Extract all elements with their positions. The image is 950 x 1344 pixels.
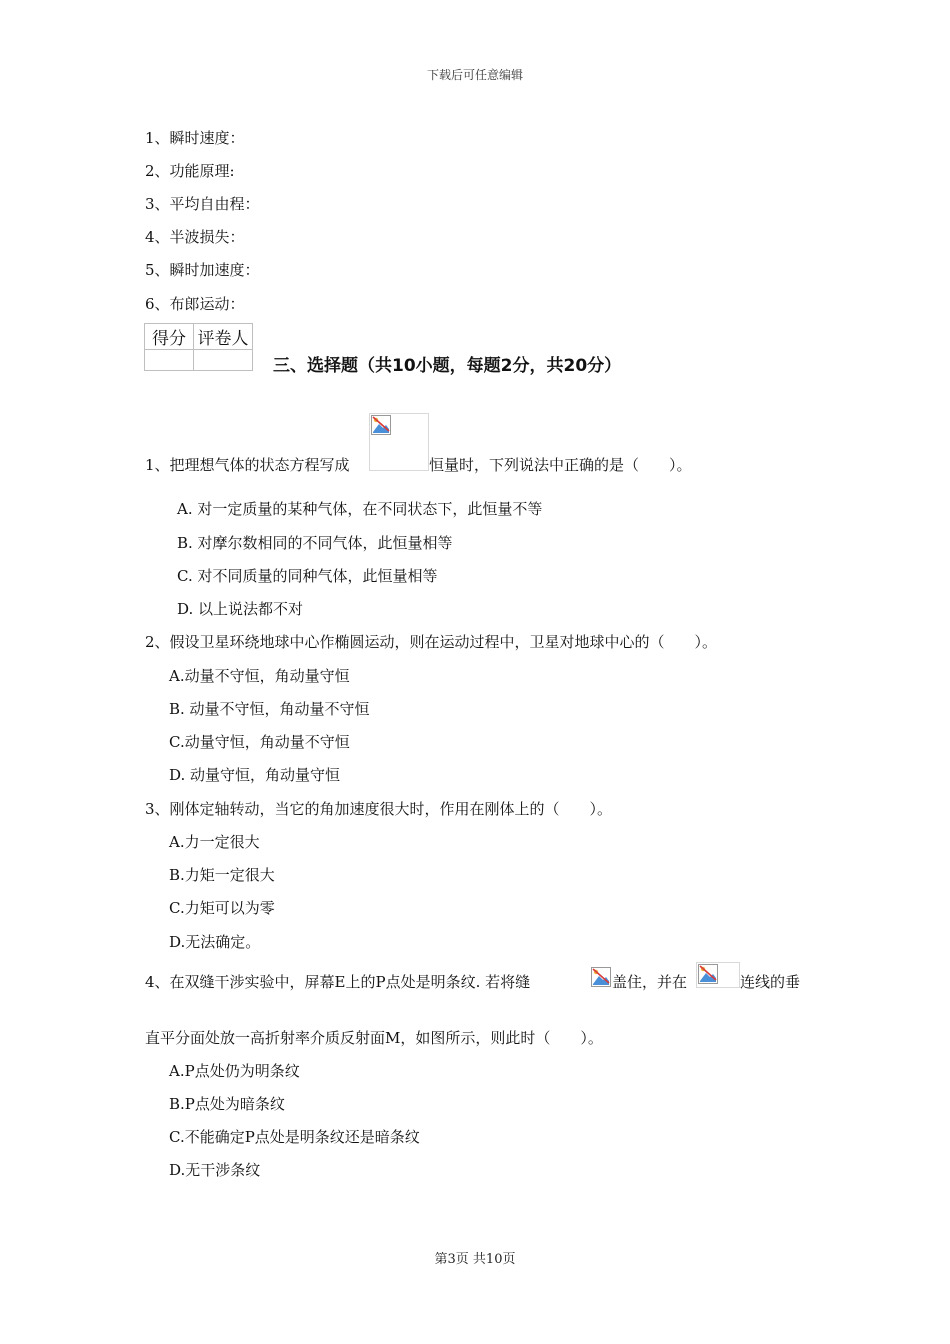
question-4-stem-part2: 盖住，并在 [612,973,688,991]
definition-item: 4、半波损失： [145,228,245,246]
option-item: C.不能确定P点处是明条纹还是暗条纹 [169,1128,420,1146]
definition-item: 2、功能原理: [145,162,235,180]
question-3-stem: 3、刚体定轴转动，当它的角加速度很大时，作用在刚体上的（ ）。 [145,800,613,818]
definition-item: 1、瞬时速度： [145,129,245,147]
section-title: 三、选择题（共10小题，每题2分，共20分） [273,356,622,376]
score-table [144,323,253,371]
page-footer: 第3页 共10页 [434,1252,516,1267]
definition-item: 5、瞬时加速度： [145,261,260,279]
option-item: B. 动量不守恒，角动量不守恒 [169,700,370,718]
question-2-stem: 2、假设卫星环绕地球中心作椭圆运动，则在运动过程中，卫星对地球中心的（ ）。 [145,633,718,651]
option-item: A. 对一定质量的某种气体，在不同状态下，此恒量不等 [177,500,543,518]
grader-cell [194,350,253,371]
option-item: C. 对不同质量的同种气体，此恒量相等 [177,567,438,585]
option-item: B. 对摩尔数相同的不同气体，此恒量相等 [177,534,453,552]
question-4-stem-part3: 连线的垂 [740,973,801,991]
option-item: D. 动量守恒，角动量守恒 [169,766,341,784]
broken-image-icon [696,962,740,988]
definition-item: 6、布郎运动： [145,295,245,313]
option-item: B.力矩一定很大 [169,866,275,884]
page-header: 下载后可任意编辑 [426,68,523,82]
option-item: D. 以上说法都不对 [177,600,304,618]
question-4-stem-part1: 4、在双缝干涉实验中，屏幕E上的P点处是明条纹. 若将缝 [145,973,531,991]
option-item: A.P点处仍为明条纹 [169,1062,300,1080]
grader-header: 评卷人 [194,324,253,350]
score-cell [145,350,194,371]
question-1-stem-start: 1、把理想气体的状态方程写成 [145,456,350,474]
option-item: A.力一定很大 [169,833,260,851]
option-item: C.动量守恒，角动量不守恒 [169,733,350,751]
broken-image-icon [591,967,611,987]
option-item: C.力矩可以为零 [169,899,275,917]
option-item: A.动量不守恒，角动量守恒 [169,667,350,685]
score-header: 得分 [145,324,194,350]
option-item: D.无法确定。 [169,933,261,951]
definition-item: 3、平均自由程： [145,195,260,213]
broken-image-icon [369,413,429,471]
question-1-stem-end: 恒量时，下列说法中正确的是（ ）。 [429,456,692,474]
question-4-stem-part4: 直平分面处放一高折射率介质反射面M，如图所示，则此时（ ）。 [145,1029,603,1047]
option-item: B.P点处为暗条纹 [169,1095,285,1113]
option-item: D.无干涉条纹 [169,1161,261,1179]
